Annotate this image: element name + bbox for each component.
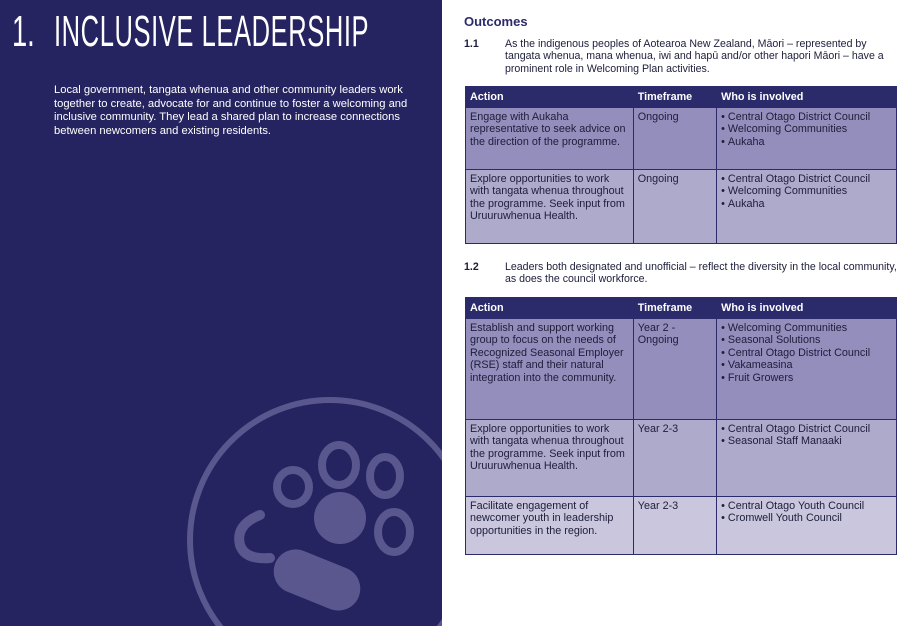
table-header [466, 87, 897, 108]
outcome-1-1-table [465, 86, 897, 244]
who-item: • Aukaha [721, 136, 892, 148]
timeframe-cell: Year 2 - Ongoing [633, 319, 716, 420]
section-number: 1. [12, 7, 35, 56]
who-cell [717, 108, 897, 170]
col-who: Who is involved [717, 87, 897, 108]
table-row [466, 170, 897, 244]
action-cell: Engage with Aukaha representative to seek advice on the direction of the programme. [466, 108, 634, 170]
section-intro: Local government, tangata whenua and other community leaders work together to create, advocate for and continue to foster a welcoming and inclusive community. They lead a shared plan to increase connections between newcomers and existing residents. [54, 84, 408, 137]
action-cell: Explore opportunities to work with tangata whenua throughout the programme. Seek input from Uruuruwhenua Health. [466, 170, 634, 244]
table-row [466, 497, 897, 555]
timeframe-cell: Year 2-3 [633, 420, 716, 497]
outcome-text: Leaders both designated and unofficial – reflect the diversity in the local community, as does the council workforce. [505, 261, 897, 286]
outcomes-heading: Outcomes [464, 14, 528, 29]
who-cell [717, 170, 897, 244]
timeframe-cell: Year 2-3 [633, 497, 716, 555]
outcome-1-1 [464, 38, 904, 76]
col-who: Who is involved [717, 298, 897, 319]
who-item: • Central Otago District Council [721, 111, 892, 123]
who-item: • Central Otago District Council [721, 173, 892, 185]
table-row [466, 420, 897, 497]
who-item: • Seasonal Staff Manaaki [721, 435, 892, 447]
col-timeframe: Timeframe [633, 298, 716, 319]
footprint-icon [180, 390, 442, 626]
section-title: INCLUSIVE LEADERSHIP [54, 7, 370, 56]
outcome-text: As the indigenous peoples of Aotearoa New Zealand, Māori – represented by tangata whenua, mana whenua, iwi and hapū and/or other hapori Māori – have a prominent role in Welcoming Plan activities. [505, 38, 884, 75]
timeframe-cell: Ongoing [633, 170, 716, 244]
outcome-number: 1.2 [464, 261, 479, 273]
who-item: • Welcoming Communities [721, 185, 892, 197]
table-row [466, 108, 897, 170]
who-cell [717, 420, 897, 497]
outcome-1-2-table [465, 297, 897, 555]
left-panel [0, 0, 442, 626]
who-item: • Central Otago District Council [721, 423, 892, 435]
who-cell [717, 319, 897, 420]
who-cell [717, 497, 897, 555]
who-item: • Welcoming Communities [721, 322, 892, 334]
who-item: • Cromwell Youth Council [721, 512, 892, 524]
col-action: Action [466, 298, 634, 319]
col-timeframe: Timeframe [633, 87, 716, 108]
action-cell: Establish and support working group to focus on the needs of Recognized Seasonal Employer (RSE) staff and their natural integration into the community. [466, 319, 634, 420]
who-item: • Fruit Growers [721, 372, 892, 384]
action-cell: Facilitate engagement of newcomer youth in leadership opportunities in the region. [466, 497, 634, 555]
who-item: • Central Otago District Council [721, 347, 892, 359]
col-action: Action [466, 87, 634, 108]
who-item: • Central Otago Youth Council [721, 500, 892, 512]
outcome-number: 1.1 [464, 38, 479, 50]
who-item: • Welcoming Communities [721, 123, 892, 135]
right-panel [442, 0, 907, 626]
table-header [466, 298, 897, 319]
who-item: • Aukaha [721, 198, 892, 210]
timeframe-cell: Ongoing [633, 108, 716, 170]
action-cell: Explore opportunities to work with tangata whenua throughout the programme. Seek input from Uruuruwhenua Health. [466, 420, 634, 497]
who-item: • Vakameasina [721, 359, 892, 371]
who-item: • Seasonal Solutions [721, 334, 892, 346]
table-row [466, 319, 897, 420]
outcome-1-2 [464, 261, 904, 287]
